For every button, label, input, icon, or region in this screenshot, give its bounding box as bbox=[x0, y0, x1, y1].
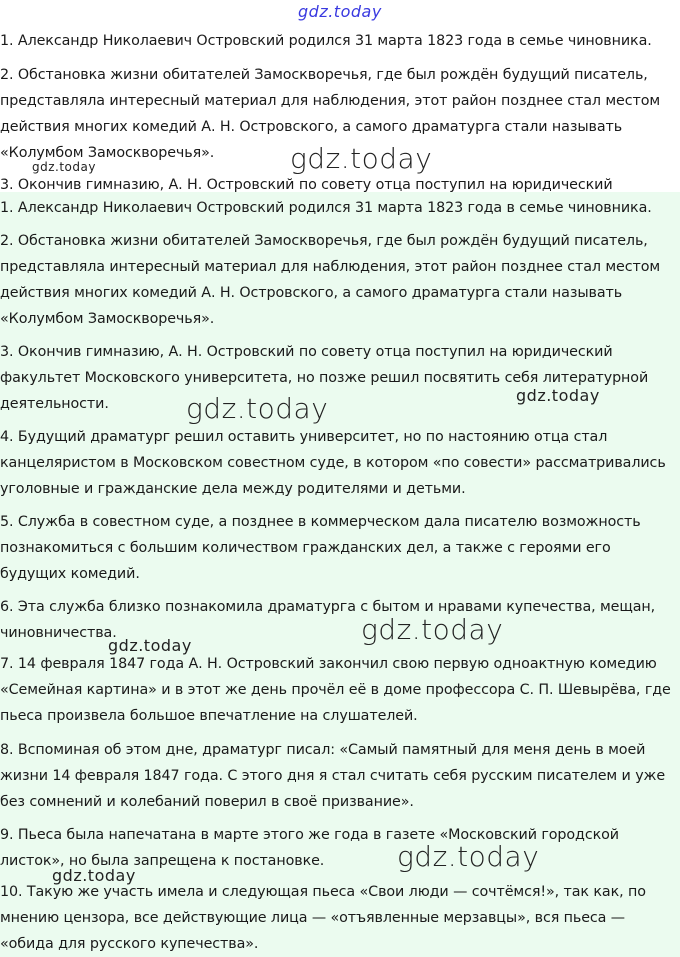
paragraph-6: 6. Эта служба близко познакомила драматурга с бытом и нравами купечества, мещан, чиновничества. bbox=[0, 599, 656, 641]
paragraph-9: 9. Пьеса была напечатана в марте этого же года в газете «Московский городской листок», но была запрещена к постановке. bbox=[0, 827, 619, 869]
watermark: gdz.today bbox=[108, 636, 192, 655]
top-paragraph-3: 3. Окончив гимназию, А. Н. Островский по совету отца поступил на юридический bbox=[0, 177, 613, 193]
watermark: gdz.today bbox=[397, 840, 540, 873]
watermark: gdz.today bbox=[52, 866, 136, 885]
paragraph-10: 10. Такую же участь имела и следующая пьеса «Свои люди — сочтёмся!», так как, по мнению цензора, все действующие лица — «отъявленные мерзавцы», вся пьеса — «обида для русского купечества». bbox=[0, 884, 646, 952]
paragraph-3: 3. Окончив гимназию, А. Н. Островский по совету отца поступил на юридический факультет Московского университета, но позже решил посвятить себя литературной деятельности. bbox=[0, 344, 649, 412]
paragraph-1: 1. Александр Николаевич Островский родился 31 марта 1823 года в семье чиновника. bbox=[0, 200, 652, 216]
watermark: gdz.today bbox=[186, 392, 329, 425]
watermark: gdz.today bbox=[516, 386, 600, 405]
paragraph-2: 2. Обстановка жизни обитателей Замоскворечья, где был рождён будущий писатель, представляла интересный материал для наблюдения, этот район позднее стал местом действия многих комедий А. Н. Островского, а самого драматурга стали называть «Колумбом Замоскворечья». bbox=[0, 233, 661, 327]
paragraph-5: 5. Служба в совестном суде, а позднее в коммерческом дала писателю возможность познакомиться с большим количеством гражданских дел, а также с героями его будущих комедий. bbox=[0, 514, 641, 582]
paragraph-4: 4. Будущий драматург решил оставить университет, но по настоянию отца стал канцеляристом в Московском совестном суде, в котором «по совести» рассматривались уголовные и гражданские дела между родителями и детьми. bbox=[0, 429, 666, 497]
watermark-logo: gdz.today bbox=[298, 2, 382, 21]
watermark: gdz.today bbox=[361, 613, 504, 646]
top-paragraph-1: 1. Александр Николаевич Островский родился 31 марта 1823 года в семье чиновника. bbox=[0, 33, 652, 49]
paragraph-8: 8. Вспоминая об этом дне, драматург писал: «Самый памятный для меня день в моей жизни 14 февраля 1847 года. С этого дня я стал считать себя русским писателем и уже без сомнений и колебаний поверил в своё призвание». bbox=[0, 742, 666, 810]
watermark: gdz.today bbox=[32, 160, 96, 174]
watermark: gdz.today bbox=[290, 142, 433, 175]
top-paragraph-2: 2. Обстановка жизни обитателей Замоскворечья, где был рождён будущий писатель, представляла интересный материал для наблюдения, этот район позднее стал местом действия многих комедий А. Н. Островского, а самого драматурга стали называть «Колумбом Замоскворечья». bbox=[0, 67, 661, 161]
paragraph-7: 7. 14 февраля 1847 года А. Н. Островский закончил свою первую одноактную комедию «Семейная картина» и в этот же день прочёл её в доме профессора С. П. Шевырёва, где пьеса произвела большое впечатление на слушателей. bbox=[0, 656, 671, 724]
